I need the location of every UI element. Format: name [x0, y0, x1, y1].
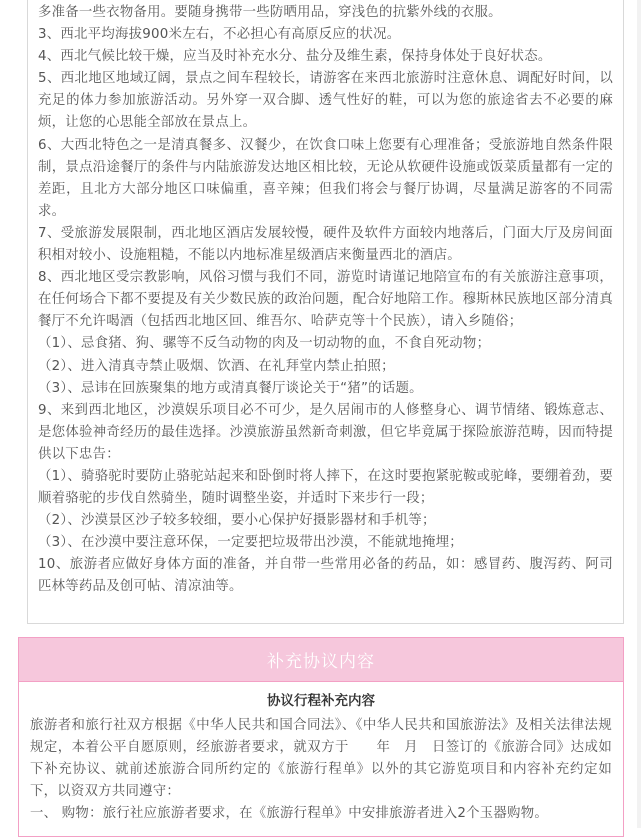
note-paragraph: 8、西北地区受宗教影响，风俗习惯与我们不同，游览时请谨记地陪宣布的有关旅游注意事项，在任何场合下都不要提及有关少数民族的政治问题，配合好地陪工作。穆斯林民族地区部分清真餐厅不允许喝酒（包括西北地区回、维吾尔、哈萨克等十个民族），请入乡随俗；: [38, 270, 613, 330]
supplement-agreement-section: [18, 637, 624, 837]
note-paragraph: （2）、沙漠景区沙子较多较细，要小心保护好摄影器材和手机等；: [38, 513, 436, 529]
note-paragraph: 9、来到西北地区，沙漠娱乐项目必不可少，是久居闹市的人修整身心、调节情绪、锻炼意志、是您体验神奇经历的最佳选择。沙漠旅游虽然新奇刺激，但它毕竟属于探险旅游范畴，因而特提供以下忠告：: [38, 402, 613, 462]
note-paragraph: 6、大西北特色之一是清真餐多、汉餐少，在饮食口味上您要有心理准备；受旅游地自然条件限制，景点沿途餐厅的条件与内陆旅游发达地区相比较，无论从软硬件设施或饭菜质量都有一定的差距，且北方大部分地区口味偏重，喜辛辣；但我们将会与餐厅协调，尽量满足游客的不同需求。: [38, 137, 613, 219]
note-paragraph: （3）、在沙漠中要注意环保，一定要把垃圾带出沙漠，不能就地掩埋；: [38, 535, 463, 551]
note-paragraph: （3）、忌讳在回族聚集的地方或清真餐厅谈论关于“猪”的话题。: [38, 380, 423, 396]
supplement-paragraph: 一、 购物：旅行社应旅游者要求，在《旅游行程单》中安排旅游者进入2个玉器购物。: [30, 806, 548, 822]
page-scrollbar-track[interactable]: [637, 0, 641, 828]
supplement-header-bar: [19, 638, 623, 682]
supplement-header-title: 补充协议内容: [267, 652, 375, 672]
supplement-paragraph: 旅游者和旅行社双方根据《中华人民共和国合同法》、《中华人民共和国旅游法》及相关法律法规规定，本着公平自愿原则，经旅游者要求，就双方于 年 月 日签订的《旅游合同》达成如下补充协议、就前述旅游合同所约定的《旅游行程单》以外的其它游览项目和内容补充约定如下，以资双方共同遵守：: [30, 718, 612, 800]
note-paragraph: （1）、骑骆驼时要防止骆驼站起来和卧倒时将人摔下，在这时要抱紧驼鞍或驼峰，要绷着劲，要顺着骆驼的步伐自然骑坐，随时调整坐姿，并适时下来步行一段；: [38, 468, 613, 507]
note-paragraph: （2）、进入清真寺禁止吸烟、饮酒、在礼拜堂内禁止拍照；: [38, 358, 395, 374]
note-paragraph: 3、西北平均海拔900米左右，不必担心有高原反应的状况。: [38, 27, 401, 43]
note-paragraph: 多准备一些衣物备用。要随身携带一些防晒用品，穿浅色的抗紫外线的衣服。: [38, 5, 502, 20]
note-paragraph: （1）、忌食猪、狗、骡等不反刍动物的肉及一切动物的血，不食自死动物；: [38, 336, 491, 352]
note-paragraph: 5、西北地区地域辽阔，景点之间车程较长，请游客在来西北旅游时注意休息、调配好时间，以充足的体力参加旅游活动。另外穿一双合脚、透气性好的鞋，可以为您的旅途省去不必要的麻烦，让您的心思能全部放在景点上。: [38, 71, 613, 131]
note-paragraph: 4、西北气候比较干燥，应当及时补充水分、盐分及维生素，保持身体处于良好状态。: [38, 49, 552, 65]
note-paragraph: 7、受旅游发展限制，西北地区酒店发展较慢，硬件及软件方面较内地落后，门面大厅及房间面积相对较小、设施粗糙，不能以内地标准星级酒店来衡量西北的酒店。: [38, 225, 613, 264]
supplement-body: [19, 682, 623, 825]
travel-notes-box: [27, 0, 624, 624]
supplement-title: 协议行程补充内容: [267, 693, 375, 709]
note-paragraph: 10、旅游者应做好身体方面的准备，并自带一些常用必备的药品，如：感冒药、腹泻药、阿司匹林等药品及创可帖、清凉油等。: [38, 557, 613, 595]
